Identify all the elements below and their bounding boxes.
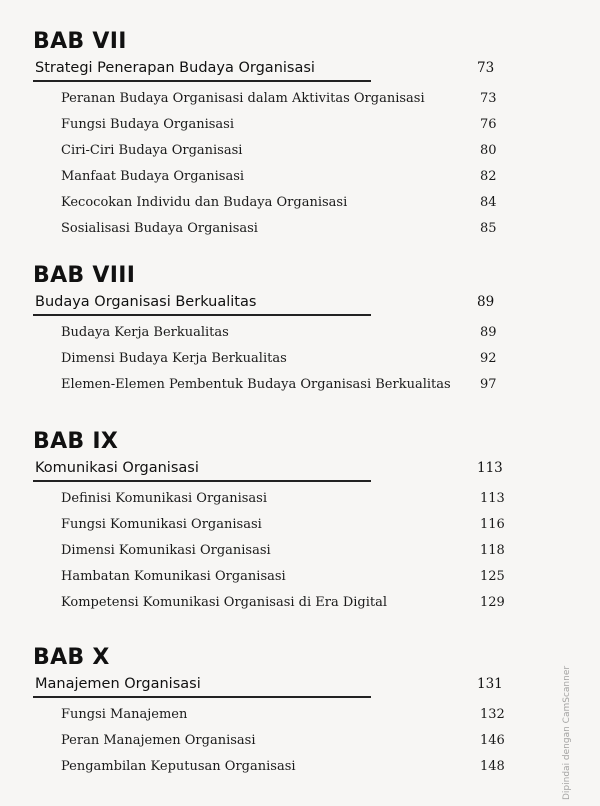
chapter-page: 89 bbox=[477, 294, 495, 310]
chapter-items bbox=[33, 86, 513, 242]
toc-item-title: Sosialisasi Budaya Organisasi bbox=[61, 221, 258, 236]
toc-item-page: 129 bbox=[480, 595, 505, 610]
toc-item-page: 92 bbox=[480, 351, 497, 366]
toc-item[interactable] bbox=[33, 216, 513, 242]
toc-item-title: Fungsi Komunikasi Organisasi bbox=[61, 517, 262, 532]
toc-item[interactable] bbox=[33, 346, 513, 372]
toc-item-title: Fungsi Budaya Organisasi bbox=[61, 117, 234, 132]
toc-item-title: Hambatan Komunikasi Organisasi bbox=[61, 569, 286, 584]
chapter-title-row[interactable] bbox=[33, 56, 513, 80]
toc-item-page: 89 bbox=[480, 325, 497, 340]
chapter-underline bbox=[33, 80, 371, 82]
chapter-label: BAB IX bbox=[33, 429, 119, 454]
toc-item-page: 116 bbox=[480, 517, 505, 532]
toc-item-title: Dimensi Komunikasi Organisasi bbox=[61, 543, 271, 558]
toc-item-title: Peran Manajemen Organisasi bbox=[61, 733, 256, 748]
toc-item-page: 85 bbox=[480, 221, 497, 236]
chapter-title-row[interactable] bbox=[33, 290, 513, 314]
chapter-bab-viii bbox=[33, 262, 513, 392]
toc-item[interactable] bbox=[33, 372, 513, 398]
chapter-bab-vii bbox=[33, 28, 513, 236]
toc-item-page: 146 bbox=[480, 733, 505, 748]
toc-item-page: 132 bbox=[480, 707, 505, 722]
chapter-label: BAB VIII bbox=[33, 263, 136, 288]
chapter-items bbox=[33, 320, 513, 398]
toc-item[interactable] bbox=[33, 86, 513, 112]
toc-item-page: 125 bbox=[480, 569, 505, 584]
toc-item-page: 97 bbox=[480, 377, 497, 392]
toc-item-page: 76 bbox=[480, 117, 497, 132]
chapter-underline bbox=[33, 314, 371, 316]
toc-item-page: 80 bbox=[480, 143, 497, 158]
toc-item-title: Dimensi Budaya Kerja Berkualitas bbox=[61, 351, 287, 366]
toc-item[interactable] bbox=[33, 564, 513, 590]
chapter-title: Budaya Organisasi Berkualitas bbox=[35, 294, 257, 310]
toc-item[interactable] bbox=[33, 702, 513, 728]
toc-item-title: Budaya Kerja Berkualitas bbox=[61, 325, 229, 340]
toc-item-page: 84 bbox=[480, 195, 497, 210]
scanner-watermark: Dipindai dengan CamScanner bbox=[562, 665, 572, 800]
toc-item-page: 118 bbox=[480, 543, 505, 558]
chapter-bab-ix bbox=[33, 428, 513, 610]
chapter-title: Strategi Penerapan Budaya Organisasi bbox=[35, 60, 315, 76]
toc-item-title: Fungsi Manajemen bbox=[61, 707, 188, 722]
chapter-title-row[interactable] bbox=[33, 456, 513, 480]
chapter-page: 131 bbox=[477, 676, 503, 692]
toc-item[interactable] bbox=[33, 590, 513, 616]
toc-item-title: Manfaat Budaya Organisasi bbox=[61, 169, 245, 184]
chapter-label: BAB X bbox=[33, 645, 110, 670]
toc-item-title: Definisi Komunikasi Organisasi bbox=[61, 491, 268, 506]
chapter-page: 113 bbox=[477, 460, 503, 476]
toc-item[interactable] bbox=[33, 538, 513, 564]
chapter-label: BAB VII bbox=[33, 29, 127, 54]
toc-item-title: Elemen-Elemen Pembentuk Budaya Organisasi Berkualitas bbox=[61, 377, 451, 392]
toc-item-title: Pengambilan Keputusan Organisasi bbox=[61, 759, 296, 774]
toc-item-page: 113 bbox=[480, 491, 505, 506]
toc-item[interactable] bbox=[33, 486, 513, 512]
chapter-items bbox=[33, 486, 513, 616]
toc-item-page: 73 bbox=[480, 91, 497, 106]
toc-item-title: Ciri-Ciri Budaya Organisasi bbox=[61, 143, 243, 158]
toc-item-page: 148 bbox=[480, 759, 505, 774]
toc-item[interactable] bbox=[33, 320, 513, 346]
toc-item-page: 82 bbox=[480, 169, 497, 184]
toc-item[interactable] bbox=[33, 728, 513, 754]
toc-item[interactable] bbox=[33, 754, 513, 780]
toc-item[interactable] bbox=[33, 138, 513, 164]
toc-item[interactable] bbox=[33, 512, 513, 538]
chapter-underline bbox=[33, 696, 371, 698]
chapter-underline bbox=[33, 480, 371, 482]
toc-item[interactable] bbox=[33, 164, 513, 190]
toc-item-title: Kecocokan Individu dan Budaya Organisasi bbox=[61, 195, 348, 210]
chapter-bab-x bbox=[33, 644, 513, 774]
toc-item-title: Kompetensi Komunikasi Organisasi di Era Digital bbox=[61, 595, 388, 610]
chapter-title-row[interactable] bbox=[33, 672, 513, 696]
toc-item[interactable] bbox=[33, 190, 513, 216]
chapter-page: 73 bbox=[477, 60, 495, 76]
toc-item-title: Peranan Budaya Organisasi dalam Aktivitas Organisasi bbox=[61, 91, 425, 106]
chapter-items bbox=[33, 702, 513, 780]
chapter-title: Komunikasi Organisasi bbox=[35, 460, 199, 476]
chapter-title: Manajemen Organisasi bbox=[35, 676, 201, 692]
toc-item[interactable] bbox=[33, 112, 513, 138]
